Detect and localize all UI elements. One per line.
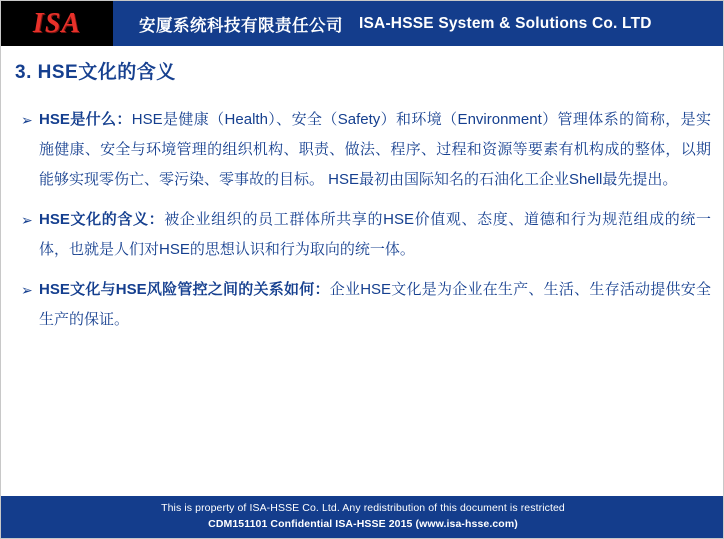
company-name-en: ISA-HSSE System & Solutions Co. LTD [359, 14, 652, 32]
company-name-cn: 安厦系统科技有限责任公司 [139, 16, 343, 35]
slide-body [21, 105, 711, 345]
header-titles [113, 12, 652, 36]
list-item-lead: HSE文化与HSE风险管控之间的关系如何： [39, 281, 330, 298]
bullet-arrow-icon: ➢ [21, 212, 33, 228]
list-item-lead: HSE是什么： [39, 111, 132, 128]
list-item-rest: HSE是健康（Health）、安全（Safety）和环境（Environment）管理体系的简称，是实施健康、安全与环境管理的组织机构、职责、做法、程序、过程和资源等要素有机构成的整体，以期能够实现零伤亡、零污染、零事故的目标。 HSE最初由国际知名的石油化工企业Shell最先提出。 [39, 111, 712, 188]
logo [1, 1, 113, 46]
list-item-rest: 企业HSE文化是为企业在生产、生活、生存活动提供安全生产的保证。 [39, 281, 711, 328]
footer-document-line: CDM151101 Confidential ISA-HSSE 2015 (www.isa-hsse.com) [208, 518, 518, 530]
list-item-rest: 被企业组织的员工群体所共享的HSE价值观、态度、道德和行为规范组成的统一体，也就是人们对HSE的思想认识和行为取向的统一体。 [39, 211, 711, 258]
list-item-text [39, 105, 711, 195]
logo-text: ISA [32, 7, 82, 39]
header-bar [1, 1, 724, 46]
list-item [21, 275, 711, 335]
list-item [21, 205, 711, 265]
list-item [21, 105, 711, 195]
footer-bar [1, 496, 724, 538]
footer-copyright-line: This is property of ISA-HSSE Co. Ltd. Any redistribution of this document is restricted [161, 502, 565, 514]
list-item-text [39, 205, 711, 265]
bullet-arrow-icon: ➢ [21, 282, 33, 298]
page-title: 3. HSE文化的含义 [15, 62, 176, 83]
list-item-lead: HSE文化的含义： [39, 211, 165, 228]
list-item-text [39, 275, 711, 335]
bullet-arrow-icon: ➢ [21, 112, 33, 128]
